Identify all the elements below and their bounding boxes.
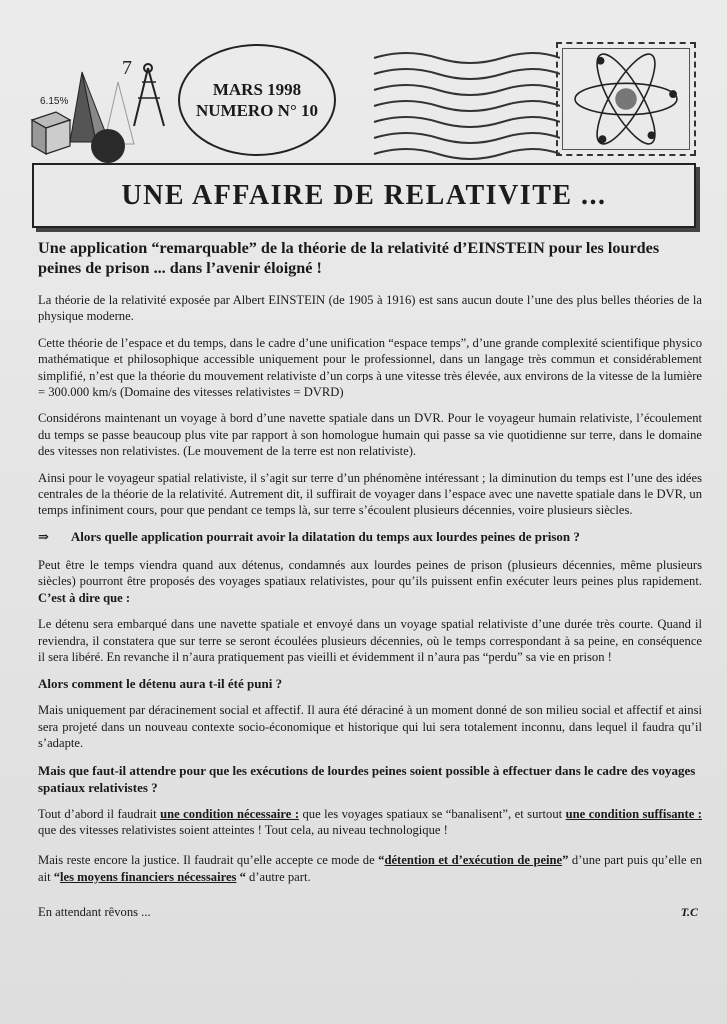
paragraph-3: Considérons maintenant un voyage à bord d’une navette spatiale dans un DVR. Pour le voyageur humain relativiste, l’écoulement du temps se passe beaucoup plus vite par rapport à son homologue humain qui passe sa vie quotidienne sur terre, dans le domaine des vitesses non relativistes. (Le mouvement de la terre est non relativiste). xyxy=(38,411,702,459)
paragraph-9 xyxy=(38,852,702,885)
atom-icon xyxy=(562,48,690,150)
issue-number: NUMERO N° 10 xyxy=(195,101,318,120)
paragraph-2: Cette théorie de l’espace et du temps, dans le cadre d’une unification “espace temps”, d’une grande complexité scientifique physico mathématique et philosophique accessible uniquement pour le professionnel, dans un langage très commun et considérablement simplifié, n’est que la théorie du mouvement relativiste d’un corps à une vitesse très élevée, aux environs de la vitesse de la lumière = 300.000 km/s (Domaine des vitesses relativistes = DVRD) xyxy=(38,335,702,400)
paragraph-4: Ainsi pour le voyageur spatial relativiste, il s’agit sur terre d’un phénomène intéressant ; la diminution du temps est l’une des idées centrales de la théorie de la relativité. Autrement dit, il suffirait de voyager dans l’espace avec une navette spatiale dans le DVR, un temps infiniment cours, pour que pendant ce temps là, sur terre s’écoulent plusieurs décennies, voire plusieurs siècles. xyxy=(38,470,702,518)
headline-box xyxy=(32,163,696,228)
article-body xyxy=(38,238,702,920)
geometry-shapes-illustration xyxy=(26,46,176,164)
issue-oval xyxy=(178,44,336,156)
paragraph-7: Mais uniquement par déracinement social et affectif. Il aura été déraciné à un moment donné de son milieu social et affectif et ainsi sera projeté dans un nouveau contexte socio-économique et historique qui lui sera totalement inconnu, dans lequel il faudra qu’il s’adapte. xyxy=(38,703,702,751)
headline: UNE AFFAIRE DE RELATIVITE ... xyxy=(121,179,607,211)
lead-paragraph: Une application “remarquable” de la théorie de la relativité d’EINSTEIN pour les lourdes peines de prison ... dans l’avenir éloigné ! xyxy=(38,239,660,277)
paragraph-5 xyxy=(38,557,702,606)
question-1-text: Alors quelle application pourrait avoir la dilatation du temps aux lourdes peines de prison ? xyxy=(70,528,580,544)
p8-text-c: que des vitesses relativistes soient atteintes ! Tout cela, au niveau technologique ! xyxy=(38,822,448,837)
p9-text-a: Mais reste encore la justice. Il faudrait qu’elle accepte ce mode de xyxy=(38,853,379,868)
detention-execution: détention et d’exécution de peine xyxy=(384,853,563,868)
arrow-icon: ⇒ xyxy=(38,528,49,544)
closing-line: En attendant rêvons ... xyxy=(38,905,151,920)
header xyxy=(22,40,702,165)
p9-text-c: d’autre part. xyxy=(245,869,311,884)
deco-percent: 6.15% xyxy=(40,96,69,107)
question-3: Mais que faut-il attendre pour que les exécutions de lourdes peines soient possible à effectuer dans le cadre des voyages spatiaux relativistes ? xyxy=(38,762,696,795)
paragraph-6: Le détenu sera embarqué dans une navette spatiale et envoyé dans un voyage spatial relativiste d’une durée très courte. Quand il reviendra, il constatera que sur terre se seront écoulées plusieurs décennies, où le temps correspondant à sa peine, en conséquence il sera libéré. En revanche il n’aura pratiquement pas vieilli et évidemment il n’aura pas “perdu” sa vie en prison ! xyxy=(38,617,702,664)
paragraph-5-text: Peut être le temps viendra quand aux détenus, condamnés aux lourdes peines de prison (plusieurs décennies, même plusieurs siècles) pourront être proposés des voyages spatiaux relativistes, pour qu’ils puissent enfin exécuter leurs peines plus rapidement. xyxy=(38,557,702,589)
paragraph-1: La théorie de la relativité exposée par Albert EINSTEIN (de 1905 à 1916) est sans aucun doute l’une des plus belles théories de la physique moderne. xyxy=(38,293,702,324)
postmark-waves-icon xyxy=(370,48,560,160)
p8-text-b: que les voyages spatiaux se “banalisent”, et surtout xyxy=(299,806,566,821)
p9-text-b: d’une part puis qu’elle en ait xyxy=(38,853,703,884)
p9-quote-1: “ xyxy=(378,853,385,868)
paragraph-5-bold: C’est à dire que : xyxy=(38,590,131,605)
p9-quote-3: “ xyxy=(53,869,61,884)
issue-month: MARS 1998 xyxy=(212,80,302,99)
p9-quote-2: ” xyxy=(562,853,569,868)
paragraph-8 xyxy=(38,806,702,839)
p8-text-a: Tout d’abord il faudrait xyxy=(38,806,161,821)
p9-quote-4: “ xyxy=(236,869,246,884)
question-2: Alors comment le détenu aura t-il été puni ? xyxy=(38,676,283,692)
deco-number: 7 xyxy=(122,57,132,79)
closing-row xyxy=(38,905,702,920)
question-1 xyxy=(38,529,702,545)
moyens-financiers: les moyens financiers nécessaires xyxy=(60,869,237,884)
condition-necessaire: une condition nécessaire : xyxy=(160,806,300,821)
signature: T.C xyxy=(680,905,698,920)
stamp xyxy=(556,42,696,156)
condition-suffisante: une condition suffisante : xyxy=(565,806,702,821)
